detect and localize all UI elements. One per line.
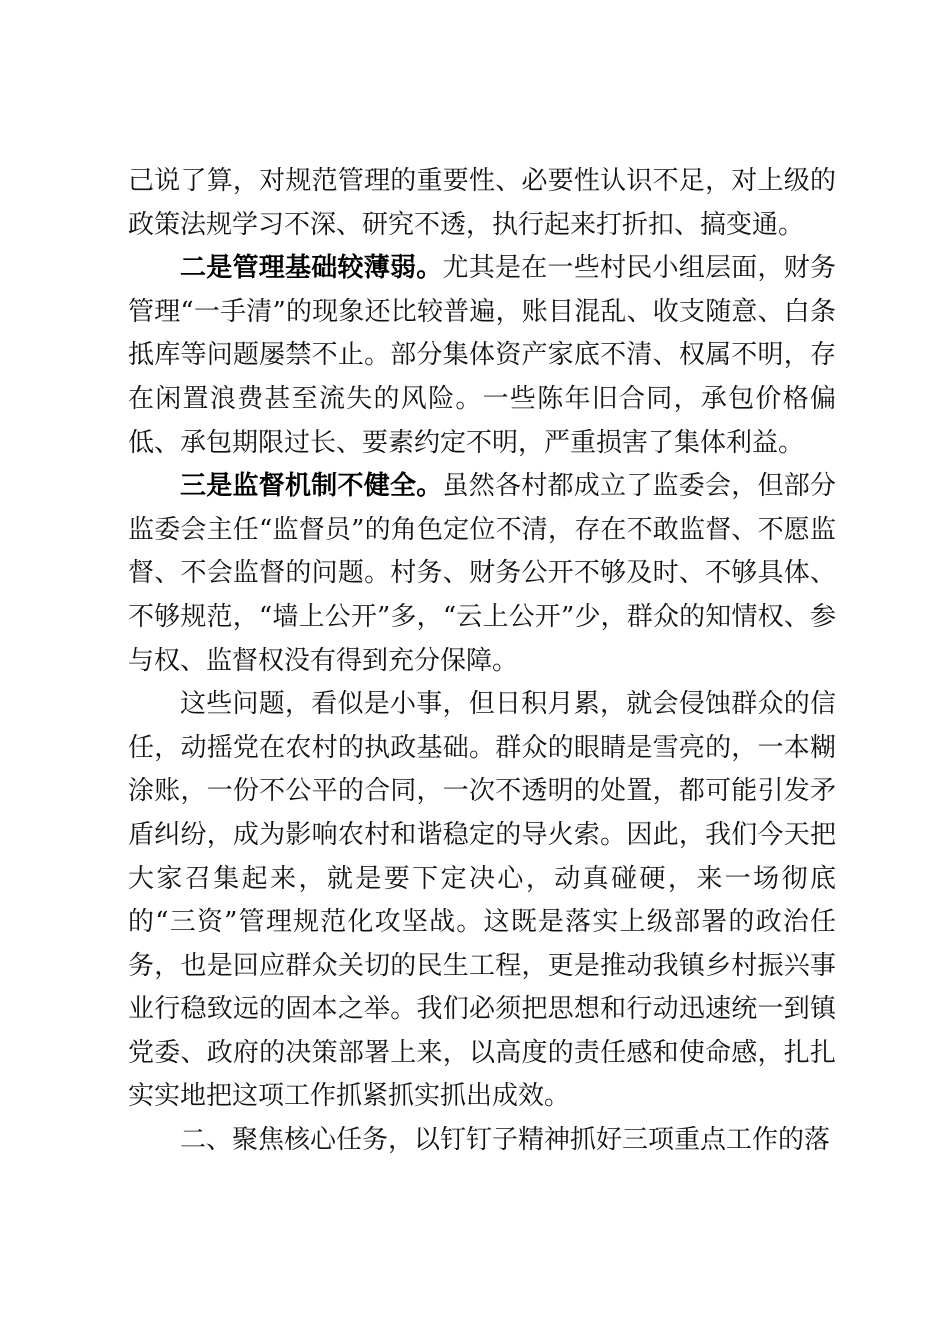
paragraph-continuation — [128, 160, 836, 247]
paragraph-text: 二、聚焦核心任务，以钉钉子精神抓好三项重点工作的落 — [180, 1125, 831, 1156]
section-heading-two — [128, 1119, 836, 1163]
paragraph-text: 这些问题，看似是小事，但日积月累，就会侵蚀群众的信任，动摇党在农村的执政基础。群众的眼睛是雪亮的，一本糊涂账，一份不公平的合同，一次不透明的处置，都可能引发矛盾纠纷，成为影响农村和谐稳定的导火索。因此，我们今天把大家召集起来，就是要下定决心，动真碰硬，来一场彻底的“三资”管理规范化攻坚战。这既是落实上级部署的政治任务，也是回应群众关切的民生工程，更是推动我镇乡村振兴事业行稳致远的固本之举。我们必须把思想和行动迅速统一到镇党委、政府的决策部署上来，以高度的责任感和使命感，扎扎实实地把这项工作抓紧抓实抓出成效。 — [128, 689, 836, 1112]
paragraph-lead: 二是管理基础较薄弱。 — [180, 253, 443, 284]
paragraph-text: 己说了算，对规范管理的重要性、必要性认识不足，对上级的政策法规学习不深、研究不透，执行起来打折扣、搞变通。 — [128, 166, 836, 240]
paragraph-point-two — [128, 247, 836, 465]
document-body — [128, 160, 836, 1163]
paragraph-summary — [128, 683, 836, 1119]
paragraph-lead: 三是监督机制不健全。 — [180, 471, 443, 502]
paragraph-point-three — [128, 465, 836, 683]
paragraph-text: 尤其是在一些村民小组层面，财务管理“一手清”的现象还比较普遍，账目混乱、收支随意、白条抵库等问题屡禁不止。部分集体资产家底不清、权属不明，存在闲置浪费甚至流失的风险。一些陈年旧合同，承包价格偏低、承包期限过长、要素约定不明，严重损害了集体利益。 — [128, 253, 836, 458]
paragraph-text: 虽然各村都成立了监委会，但部分监委会主任“监督员”的角色定位不清，存在不敢监督、不愿监督、不会监督的问题。村务、财务公开不够及时、不够具体、不够规范，“墙上公开”多，“云上公开”少，群众的知情权、参与权、监督权没有得到充分保障。 — [128, 471, 836, 676]
